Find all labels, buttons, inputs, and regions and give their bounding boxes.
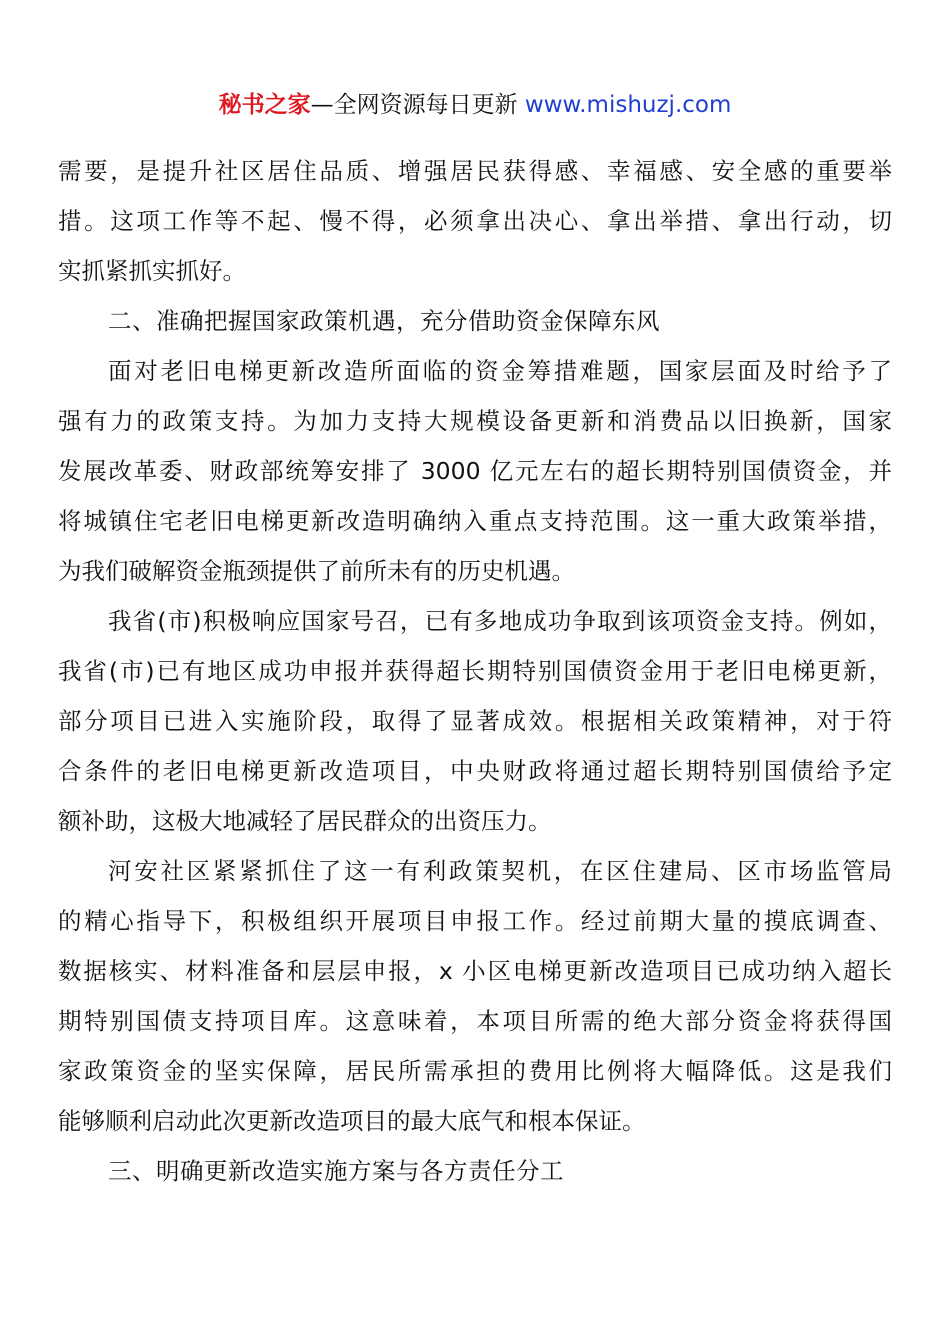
text-line: 发展改革委、财政部统筹安排了 3000 亿元左右的超长期特别国债资金，并 xyxy=(58,457,892,485)
text-line: 为我们破解资金瓶颈提供了前所未有的历史机遇。 xyxy=(58,557,575,585)
text-line: 能够顺利启动此次更新改造项目的最大底气和根本保证。 xyxy=(58,1107,646,1135)
text-line: 合条件的老旧电梯更新改造项目，中央财政将通过超长期特别国债给予定 xyxy=(58,757,892,785)
text-line: 河安社区紧紧抓住了这一有利政策契机，在区住建局、区市场监管局 xyxy=(108,857,892,885)
website-link[interactable]: www.mishuzj.com xyxy=(524,92,732,118)
text-line: 强有力的政策支持。为加力支持大规模设备更新和消费品以旧换新，国家 xyxy=(58,407,892,435)
text-line: 需要，是提升社区居住品质、增强居民获得感、幸福感、安全感的重要举 xyxy=(58,157,892,185)
text-line: 部分项目已进入实施阶段，取得了显著成效。根据相关政策精神，对于符 xyxy=(58,707,892,735)
header-tagline: —全网资源每日更新 xyxy=(310,92,525,118)
text-line: 面对老旧电梯更新改造所面临的资金筹措难题，国家层面及时给予了 xyxy=(108,357,892,385)
text-line: 数据核实、材料准备和层层申报，x 小区电梯更新改造项目已成功纳入超长 xyxy=(58,957,892,985)
section-heading: 二、准确把握国家政策机遇，充分借助资金保障东风 xyxy=(108,307,660,335)
text-line: 期特别国债支持项目库。这意味着，本项目所需的绝大部分资金将获得国 xyxy=(58,1007,892,1035)
text-line: 家政策资金的坚实保障，居民所需承担的费用比例将大幅降低。这是我们 xyxy=(58,1057,892,1085)
document-body xyxy=(58,146,892,1196)
text-line: 额补助，这极大地减轻了居民群众的出资压力。 xyxy=(58,807,552,835)
brand-name: 秘书之家 xyxy=(218,92,311,118)
text-line: 措。这项工作等不起、慢不得，必须拿出决心、拿出举措、拿出行动，切 xyxy=(58,207,892,235)
text-line: 的精心指导下，积极组织开展项目申报工作。经过前期大量的摸底调查、 xyxy=(58,907,892,935)
section-heading: 三、明确更新改造实施方案与各方责任分工 xyxy=(108,1157,564,1185)
text-line: 实抓紧抓实抓好。 xyxy=(58,257,246,285)
page-header xyxy=(0,88,950,122)
text-line: 我省(市)积极响应国家号召，已有多地成功争取到该项资金支持。例如， xyxy=(108,607,892,635)
text-line: 将城镇住宅老旧电梯更新改造明确纳入重点支持范围。这一重大政策举措， xyxy=(58,507,892,535)
text-line: 我省(市)已有地区成功申报并获得超长期特别国债资金用于老旧电梯更新， xyxy=(58,657,892,685)
